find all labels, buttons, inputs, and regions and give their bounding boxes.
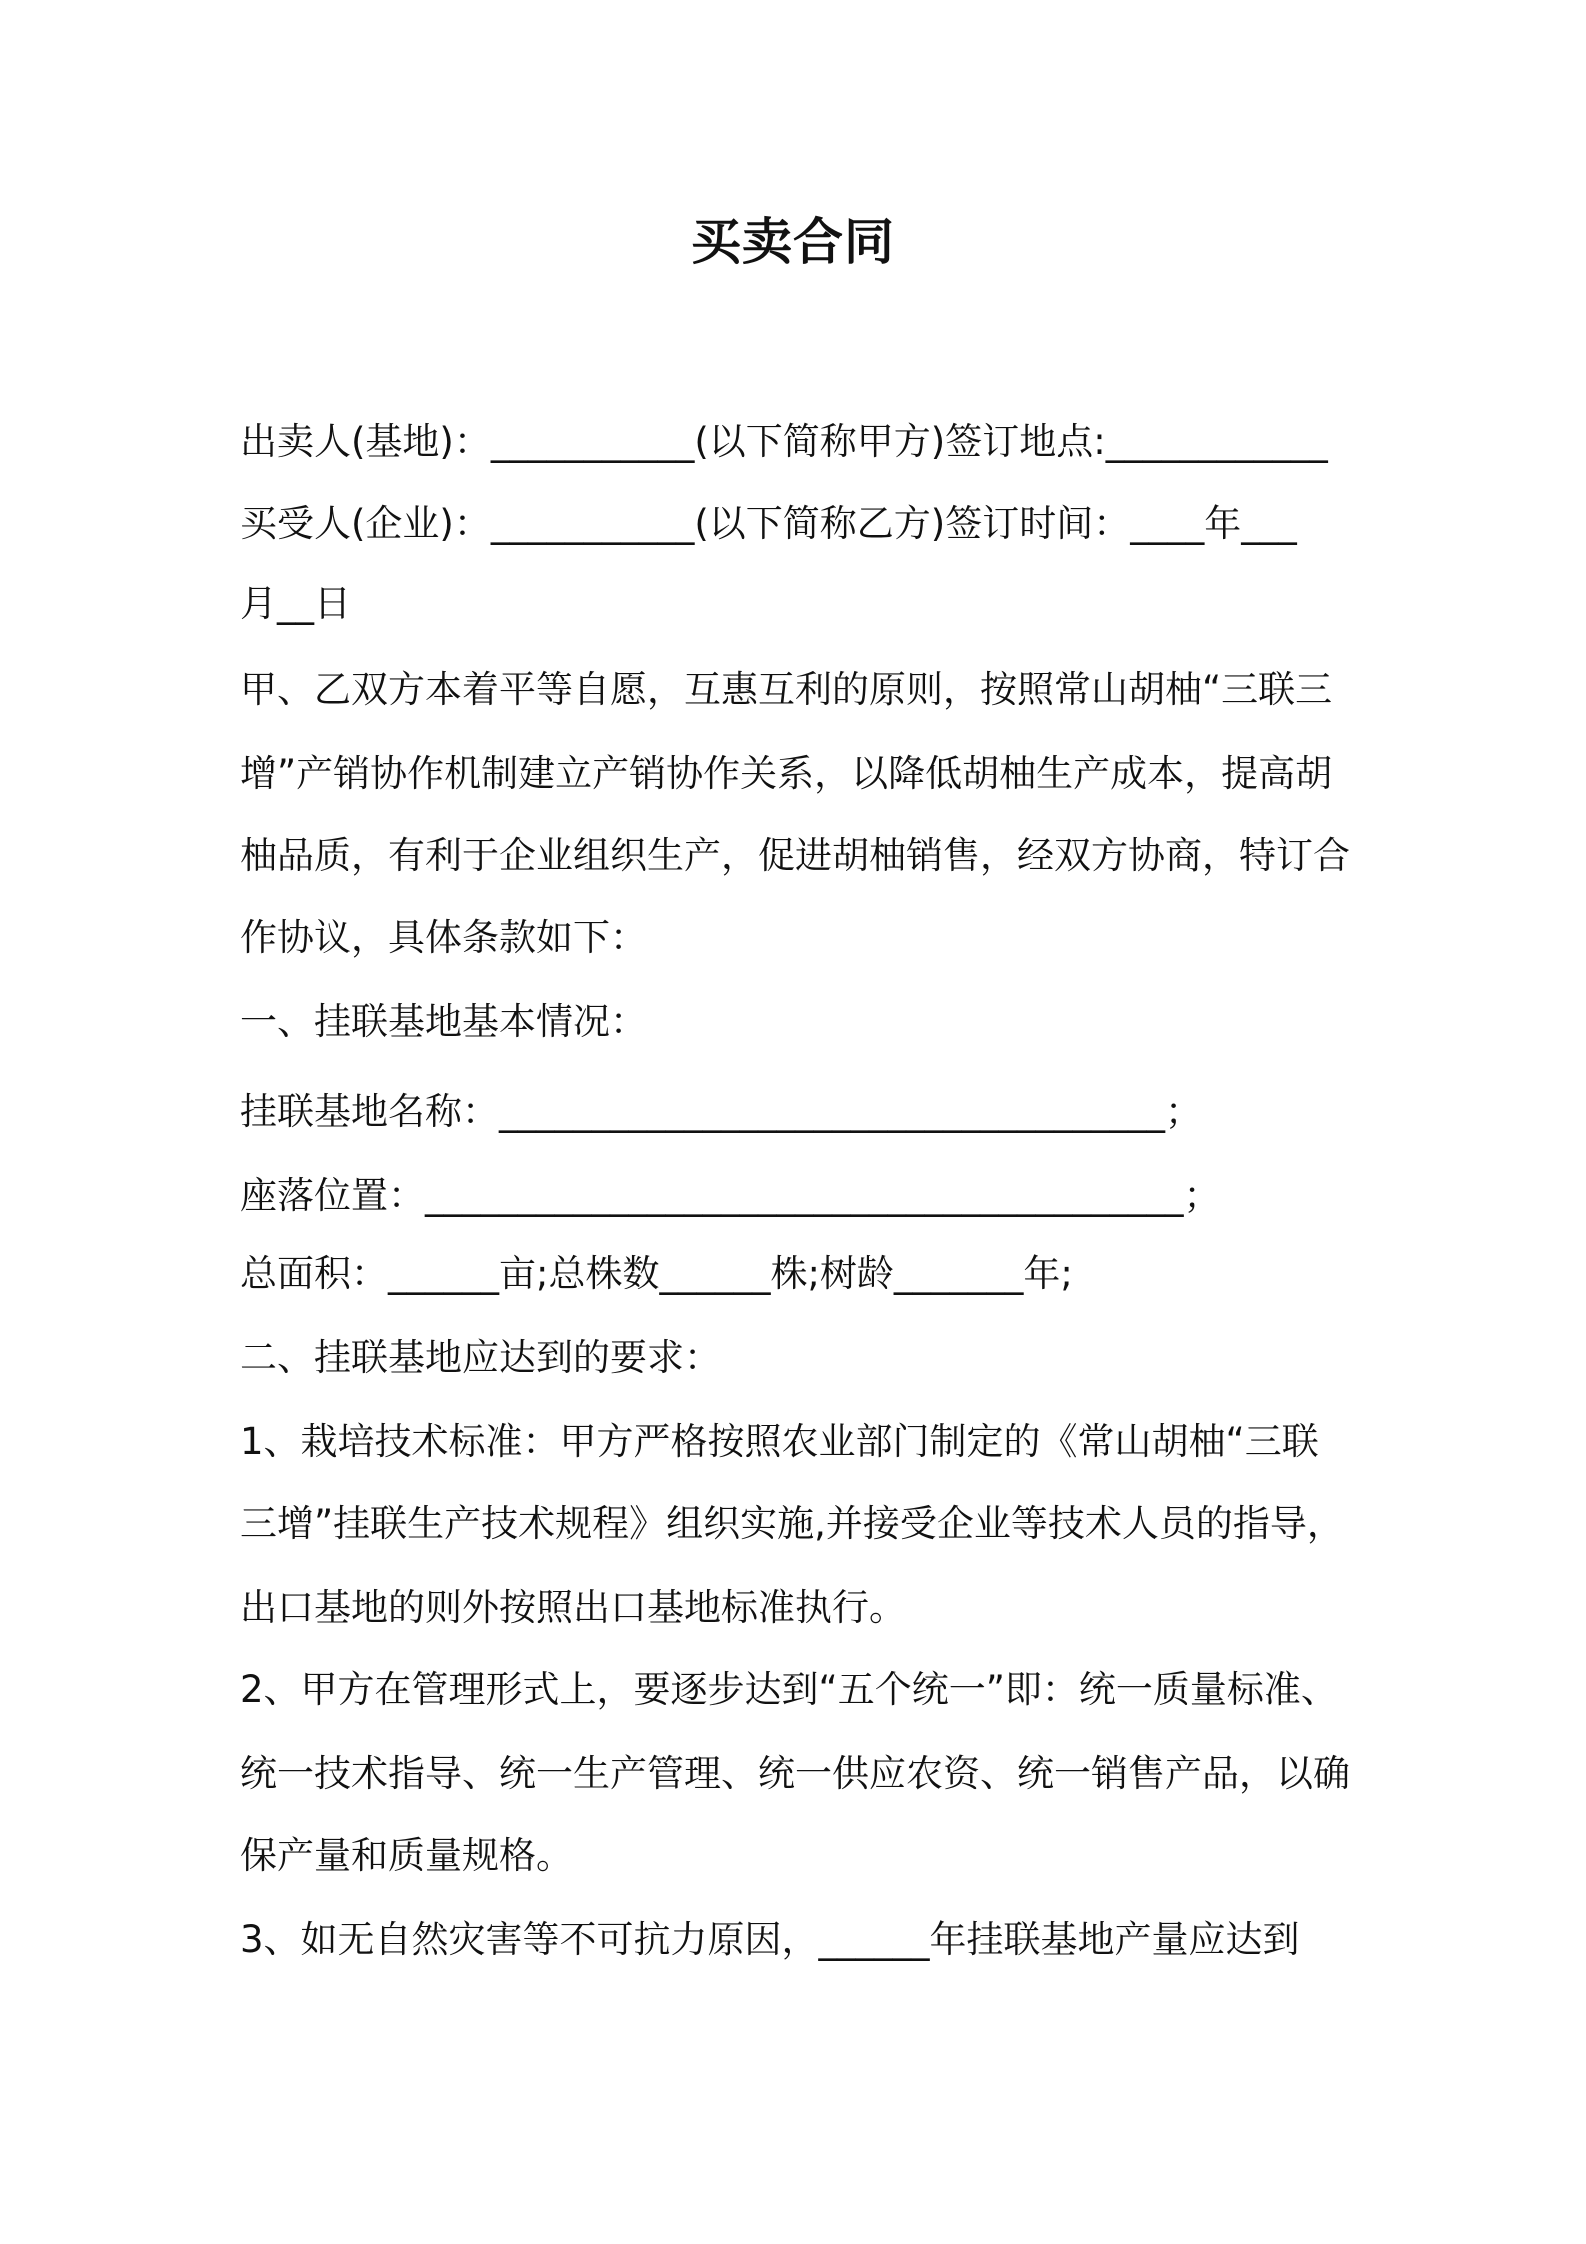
clause-2-line-2: 统一技术指导、统一生产管理、统一供应农资、统一销售产品，以确 (240, 1752, 1350, 1795)
clause-1-line-2: 三增”挂联生产技术规程》组织实施,并接受企业等技术人员的指导， (240, 1502, 1344, 1545)
clause-2-line-3: 保产量和质量规格。 (240, 1834, 573, 1877)
preamble-line-3: 柚品质，有利于企业组织生产，促进胡柚销售，经双方协商，特订合 (240, 834, 1350, 877)
clause-1-line-3: 出口基地的则外按照出口基地标准执行。 (240, 1586, 906, 1629)
section-1-heading: 一、挂联基地基本情况： (240, 1000, 647, 1043)
preamble-line-1: 甲、乙双方本着平等自愿，互惠互利的原则，按照常山胡柚“三联三 (240, 668, 1333, 711)
preamble-line-4: 作协议，具体条款如下： (240, 916, 647, 959)
section-2-heading: 二、挂联基地应达到的要求： (240, 1336, 721, 1379)
base-name-line: 挂联基地名称：____________________________________； (240, 1090, 1202, 1133)
location-line: 座落位置：_________________________________________； (240, 1174, 1221, 1217)
preamble-line-2: 增”产销协作机制建立产销协作关系，以降低胡柚生产成本，提高胡 (240, 752, 1333, 795)
clause-1-line-1: 1、栽培技术标准：甲方严格按照农业部门制定的《常山胡柚“三联 (240, 1420, 1319, 1463)
document-title: 买卖合同 (691, 213, 895, 271)
clause-3-line-1: 3、如无自然灾害等不可抗力原因，______年挂联基地产量应达到 (240, 1918, 1300, 1961)
area-line: 总面积：______亩;总株数______株;树龄_______年; (240, 1252, 1073, 1295)
clause-2-line-1: 2、甲方在管理形式上，要逐步达到“五个统一”即：统一质量标准、 (240, 1668, 1338, 1711)
buyer-line: 买受人(企业)：___________(以下简称乙方)签订时间：____年___ (240, 502, 1297, 545)
seller-line: 出卖人(基地)：___________(以下简称甲方)签订地点:____________ (240, 420, 1328, 463)
sign-date-line: 月__日 (240, 582, 351, 625)
